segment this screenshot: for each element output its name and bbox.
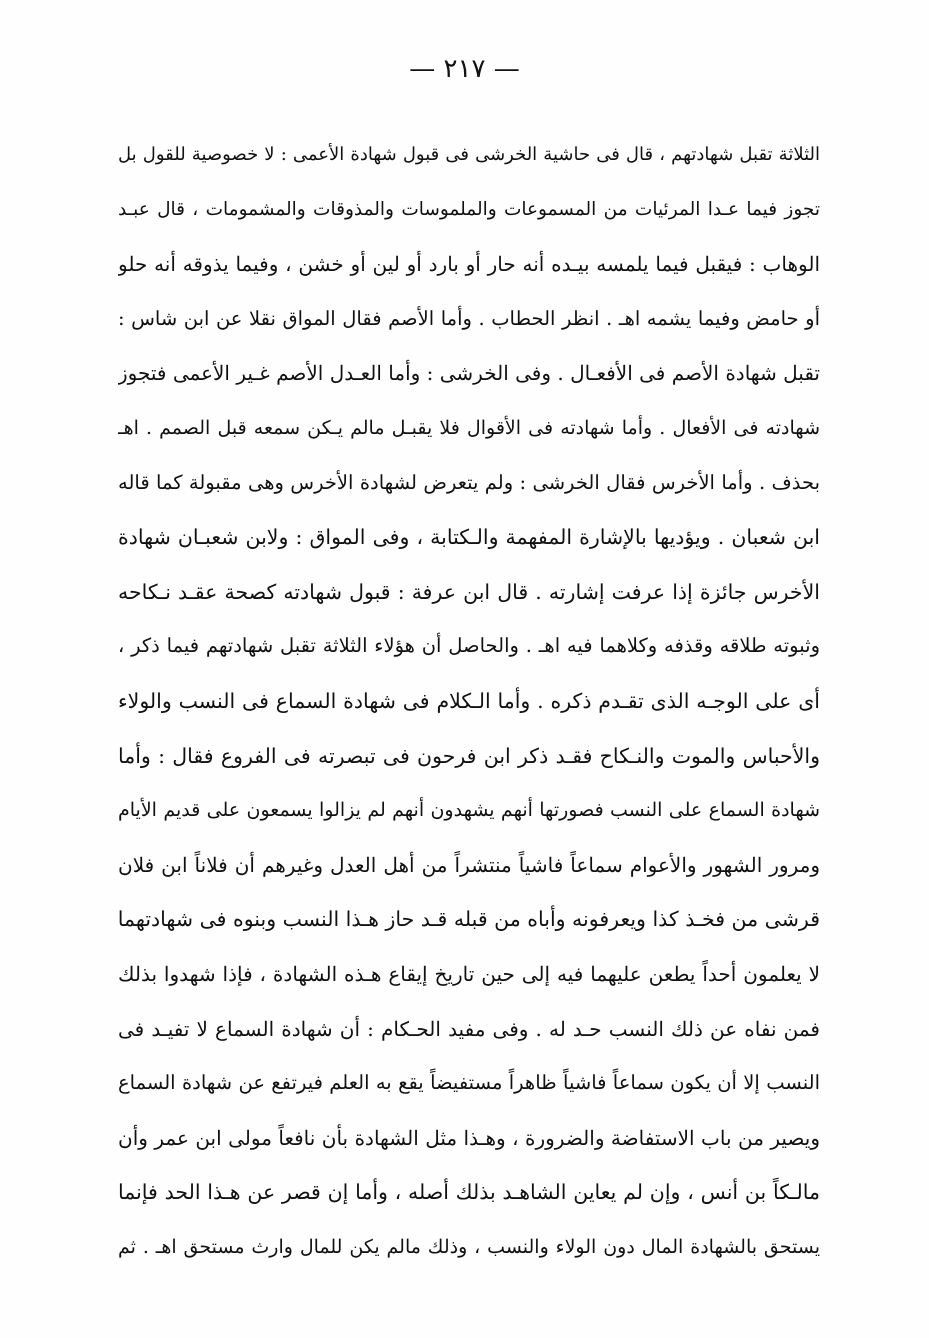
- text-line: لا يعلمون أحداً يطعن عليهما فيه إلى حين تاريخ إيقاع هـذه الشهادة ، فإذا شهدوا بذلك: [118, 961, 820, 986]
- text-line: ومرور الشهور والأعوام سماعاً فاشياً منتشراً من أهل العدل وغيرهم أن فلاناً ابن فلان: [118, 852, 820, 877]
- text-line: تجوز فيما عـدا المرئيات من المسموعات والملموسات والمذوقات والمشمومات ، قال عبـد: [118, 198, 820, 220]
- text-line: بحذف . وأما الأخرس فقال الخرشى : ولم يتعرض لشهادة الأخرس وهى مقبولة كما قاله: [118, 470, 820, 494]
- text-line: مالـكاً بن أنس ، وإن لم يعاين الشاهـد بذلك أصله ، وأما إن قصر عن هـذا الحد فإنما: [118, 1180, 820, 1205]
- text-line: فمن نفاه عن ذلك النسب حـد له . وفى مفيد الحـكام : أن شهادة السماع لا تفيـد فى: [118, 1016, 820, 1041]
- text-line: يستحق بالشهادة المال دون الولاء والنسب ، وذلك مالم يكن للمال وارث مستحق اهـ . ثم: [118, 1235, 820, 1258]
- text-line: ويصير من باب الاستفاضة والضرورة ، وهـذا مثل الشهادة بأن نافعاً مولى ابن عمر وأن: [118, 1125, 820, 1150]
- text-line: الثلاثة تقبل شهادتهم ، قال فى حاشية الخرشى فى قبول شهادة الأعمى : لا خصوصية للقول بل: [118, 144, 820, 165]
- text-line: وثبوته طلاقه وقذفه وكلاهما فيه اهـ . والحاصل أن هؤلاء الثلاثة تقبل شهادتهم فيما ذكر ،: [118, 634, 820, 658]
- text-line: أو حامض وفيما يشمه اهـ . انظر الحطاب . وأما الأصم فقال المواق نقلا عن ابن شاس :: [118, 306, 820, 330]
- text-line: والأحباس والموت والنـكاح فقـد ذكر ابن فرحون فى تبصرته فى الفروع فقال : وأما: [118, 743, 820, 768]
- text-line: النسب إلا أن يكون سماعاً فاشياً ظاهراً مستفيضاً يقع به العلم فيرتفع عن شهادة السماع: [118, 1071, 820, 1095]
- text-line: قرشى من فخـذ كذا ويعرفونه وأباه من قبله قـد حاز هـذا النسب وبنوه فى شهادتهما: [118, 907, 820, 932]
- text-line: شهادة السماع على النسب فصورتها أنهم يشهدون أنهم لم يزالوا يسمعون على قديم الأيام: [118, 799, 820, 822]
- text-line: أى على الوجـه الذى تقـدم ذكره . وأما الـكلام فى شهادة السماع فى النسب والولاء: [118, 688, 820, 713]
- text-line: الأخرس جائزة إذا عرفت إشارته . قال ابن عرفة : قبول شهادته كصحة عقـد نـكاحه: [118, 579, 820, 604]
- text-line: ابن شعبان . ويؤديها بالإشارة المفهمة والـكتابة ، وفى المواق : ولابن شعبـان شهادة: [118, 525, 820, 550]
- text-line: شهادته فى الأفعال . وأما شهادته فى الأقوال فلا يقبـل مالم يـكن سمعه قبل الصمم . اهـ: [118, 416, 820, 439]
- text-line: تقبل شهادة الأصم فى الأفعـال . وفى الخرشى : وأما العـدل الأصم غـير الأعمى فتجوز: [118, 361, 820, 386]
- text-line: الوهاب : فيقبل فيما يلمسه بيـده أنه حار أو بارد أو لين أو خشن ، وفيما يذوقه أنه حلو: [118, 252, 820, 277]
- page-number: — ٢١٧ —: [409, 54, 520, 84]
- body-text: [118, 128, 820, 1274]
